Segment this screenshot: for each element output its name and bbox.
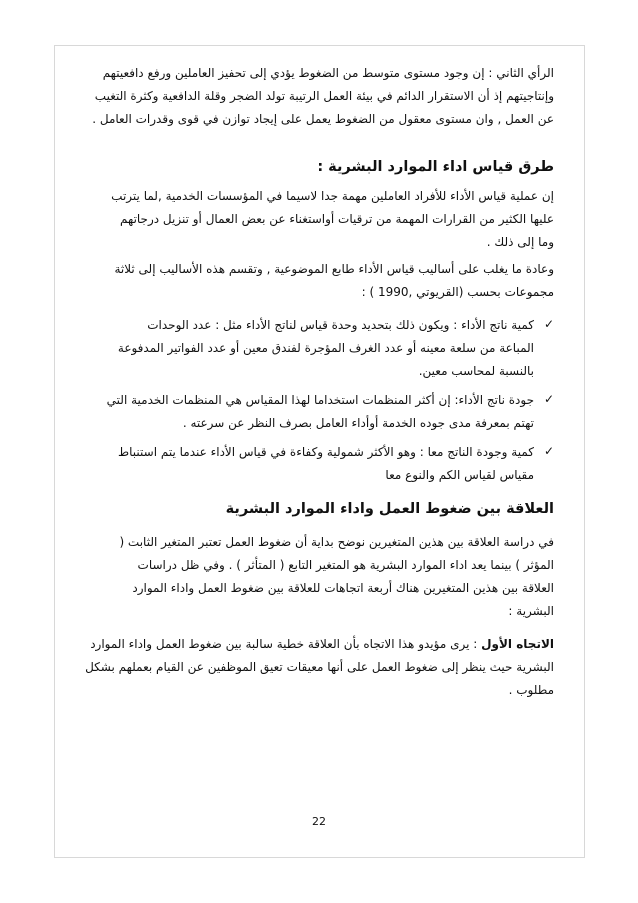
text-line: بالنسبة لمحاسب معين.	[418, 364, 534, 378]
text-line: البشرية حيث ينظر إلى ضغوط العمل على أنها معيقات تعيق الموظفين عن القيام بعملهم بشكل	[85, 660, 554, 674]
bullet-quality	[84, 389, 554, 435]
text-line: المباعة من سلعة معينه أو عدد الغرف المؤجرة لفندق معين أو عدد الفواتير المدفوعة	[117, 341, 534, 355]
text-line: مجموعات بحسب (القريوتي ,1990 ) :	[361, 285, 554, 299]
text-line: جودة ناتج الأداء: إن أكثر المنظمات استخداما لهذا المقياس هي المنظمات الخدمية التي	[106, 393, 534, 407]
bullet-quantity-and-quality	[84, 441, 554, 487]
paragraph-first-direction	[84, 633, 554, 702]
paragraph-measurement-intro	[84, 185, 554, 254]
text-line: البشرية :	[508, 604, 554, 618]
text-line: كمية وجودة الناتج معا : وهو الأكثر شمولية وكفاءة في قياس الأداء عندما يتم استنباط	[118, 445, 534, 459]
checkmark-icon: ✓	[543, 444, 554, 458]
text-line: تهتم بمعرفة مدى جوده الخدمة أوأداء العامل بصرف النظر عن سرعته .	[182, 416, 534, 430]
document-body	[84, 62, 554, 712]
text-line: العلاقة بين هذين المتغيرين هناك أربعة اتجاهات للعلاقة بين ضغوط العمل واداء الموارد	[132, 581, 554, 595]
text-line: إن عملية قياس الأداء للأفراد العاملين مهمة جدا لاسيما في المؤسسات الخدمية ,لما يترتب	[111, 189, 554, 203]
text-line: عليها الكثير من القرارات المهمة من ترقيات أواستغناء عن بعض العمال أو تنزيل درجاتهم	[120, 212, 554, 226]
paragraph-second-opinion	[84, 62, 554, 131]
text-line: مطلوب .	[508, 683, 554, 697]
text-line: الرأي الثاني : إن وجود مستوى متوسط من الضغوط يؤدي إلى تحفيز العاملين ورفع دافعيتهم	[102, 66, 554, 80]
text-line: وإنتاجيتهم إذ أن الاستقرار الدائم في بيئة العمل الرتيبة تولد الضجر وقلة الدافعية وكثرة التغيب	[94, 89, 554, 103]
bullet-quantity	[84, 314, 554, 383]
text-line: وعادة ما يغلب على أساليب قياس الأداء طابع الموضوعية , وتقسم هذه الأساليب إلى ثلاثة	[114, 262, 554, 276]
section-heading-relationship: العلاقة بين ضغوط العمل واداء الموارد البشرية	[225, 501, 554, 517]
text-line: المؤثر ) بينما يعد اداء الموارد البشرية هو المتغير التابع ( المتأثر ) . وفي ظل دراسات	[137, 558, 554, 572]
text-line	[84, 633, 554, 656]
page-number: 22	[312, 815, 326, 828]
text-line: كمية ناتج الأداء : ويكون ذلك بتحديد وحدة قياس لناتج الأداء مثل : عدد الوحدات	[147, 318, 534, 332]
section-heading-measurement-methods: طرق قياس اداء الموارد البشرية :	[317, 159, 554, 175]
text-line: في دراسة العلاقة بين هذين المتغيرين نوضح بداية أن ضغوط العمل تعتبر المتغير الثابت (	[119, 535, 554, 549]
direction-label: الاتجاه الأول	[481, 637, 554, 651]
checkmark-icon: ✓	[543, 317, 554, 331]
direction-text: : يرى مؤيدو هذا الاتجاه بأن العلاقة خطية سالبة بين ضغوط العمل واداء الموارد	[90, 637, 482, 651]
paragraph-relationship	[84, 531, 554, 623]
checkmark-icon: ✓	[543, 392, 554, 406]
text-line: عن العمل , وان مستوى معقول من الضغوط يعمل على إيجاد توازن في قوى وقدرات العامل .	[92, 112, 554, 126]
text-line: مقياس لقياس الكم والنوع معا	[385, 468, 534, 482]
paragraph-measurement-groups	[84, 258, 554, 304]
text-line: وما إلى ذلك .	[486, 235, 554, 249]
